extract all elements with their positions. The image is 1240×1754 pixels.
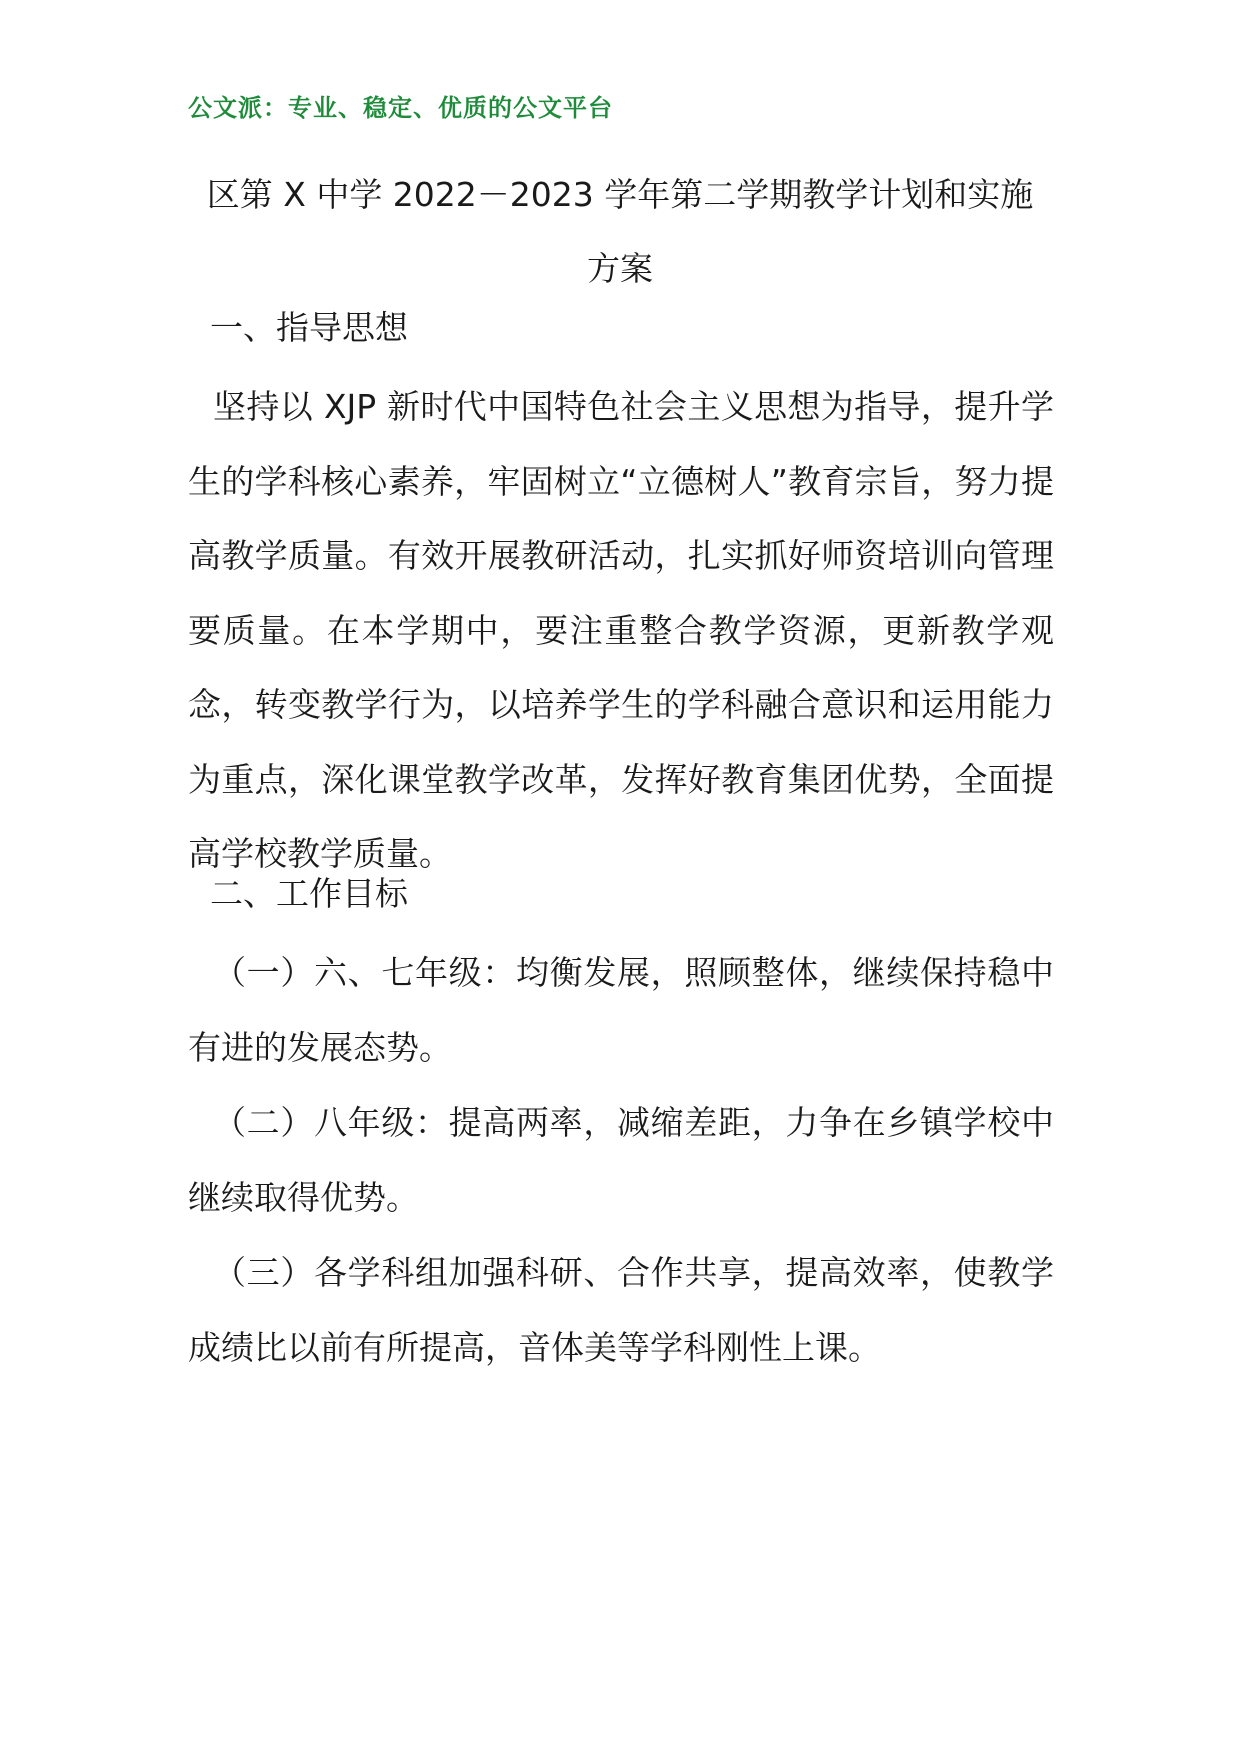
brand-header: 公文派：专业、稳定、优质的公文平台 xyxy=(188,94,613,122)
section-heading-guiding-ideology: 一、指导思想 xyxy=(210,308,408,347)
goal-item-2: （二）八年级：提高两率，减缩差距，力争在乡镇学校中继续取得优势。 xyxy=(188,1103,1054,1217)
title-line-2: 方案 xyxy=(587,249,653,288)
goal-item-1: （一）六、七年级：均衡发展，照顾整体，继续保持稳中有进的发展态势。 xyxy=(188,953,1054,1067)
goal-item-3: （三）各学科组加强科研、合作共享，提高效率，使教学成绩比以前有所提高，音体美等学科刚性上课。 xyxy=(188,1253,1054,1367)
title-line-1: 区第 X 中学 2022－2023 学年第二学期教学计划和实施 xyxy=(206,175,1034,214)
guiding-ideology-paragraph: 坚持以 XJP 新时代中国特色社会主义思想为指导，提升学生的学科核心素养，牢固树立“立德树人”教育宗旨，努力提高教学质量。有效开展教研活动，扎实抓好师资培训向管理要质量。在本学期中，要注重整合教学资源，更新教学观念，转变教学行为，以培养学生的学科融合意识和运用能力为重点，深化课堂教学改革，发挥好教育集团优势，全面提高学校教学质量。 xyxy=(188,387,1054,873)
document-title xyxy=(188,158,1052,306)
section-heading-work-goals: 二、工作目标 xyxy=(210,874,408,913)
